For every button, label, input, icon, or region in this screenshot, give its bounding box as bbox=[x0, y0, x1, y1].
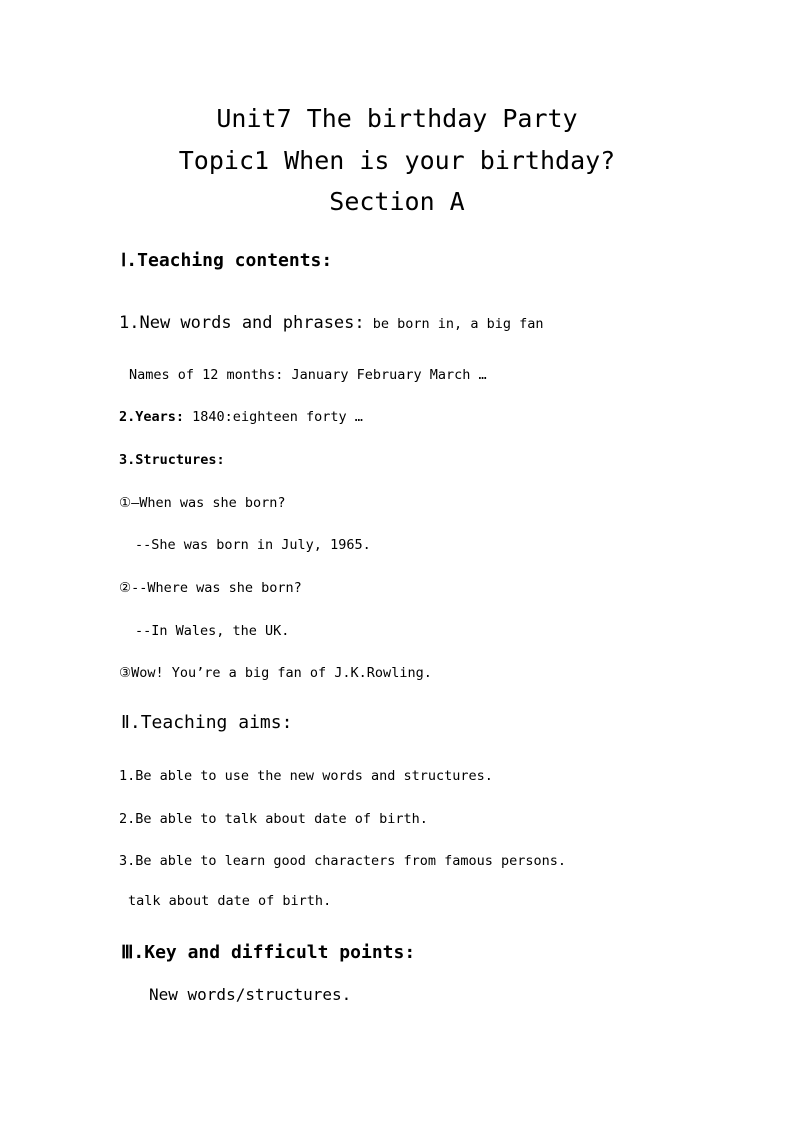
topic-title: Topic1 When is your birthday? bbox=[178, 146, 616, 175]
section-1-heading: Ⅰ.Teaching contents: bbox=[121, 250, 333, 271]
structure-1-answer: --She was born in July, 1965. bbox=[135, 537, 371, 553]
section-3-heading: Ⅲ.Key and difficult points: bbox=[121, 942, 416, 963]
section-2-heading: Ⅱ.Teaching aims: bbox=[121, 712, 293, 733]
new-words-value: be born in, a big fan bbox=[372, 316, 544, 332]
years-value: 1840:eighteen forty … bbox=[192, 409, 363, 425]
key-point-1: New words/structures. bbox=[149, 985, 352, 1004]
aim-3: 3.Be able to learn good characters from famous persons. bbox=[119, 853, 567, 869]
structure-1-question: ①—When was she born? bbox=[119, 495, 286, 511]
new-words-line bbox=[119, 312, 543, 334]
structure-2-answer: --In Wales, the UK. bbox=[135, 623, 290, 639]
structures-label: 3.Structures: bbox=[119, 452, 225, 468]
structure-3: ③Wow! You’re a big fan of J.K.Rowling. bbox=[119, 665, 432, 681]
aim-3-continued: talk about date of birth. bbox=[128, 893, 332, 909]
section-title: Section A bbox=[329, 187, 465, 216]
years-label: 2.Years: bbox=[119, 409, 185, 425]
new-words-label: 1.New words and phrases: bbox=[119, 313, 365, 333]
aim-1: 1.Be able to use the new words and structures. bbox=[119, 768, 493, 784]
years-line bbox=[119, 408, 363, 426]
months-line: Names of 12 months: January February March … bbox=[129, 367, 487, 383]
structure-2-question: ②--Where was she born? bbox=[119, 580, 302, 596]
unit-title: Unit7 The birthday Party bbox=[216, 104, 578, 133]
aim-2: 2.Be able to talk about date of birth. bbox=[119, 811, 428, 827]
